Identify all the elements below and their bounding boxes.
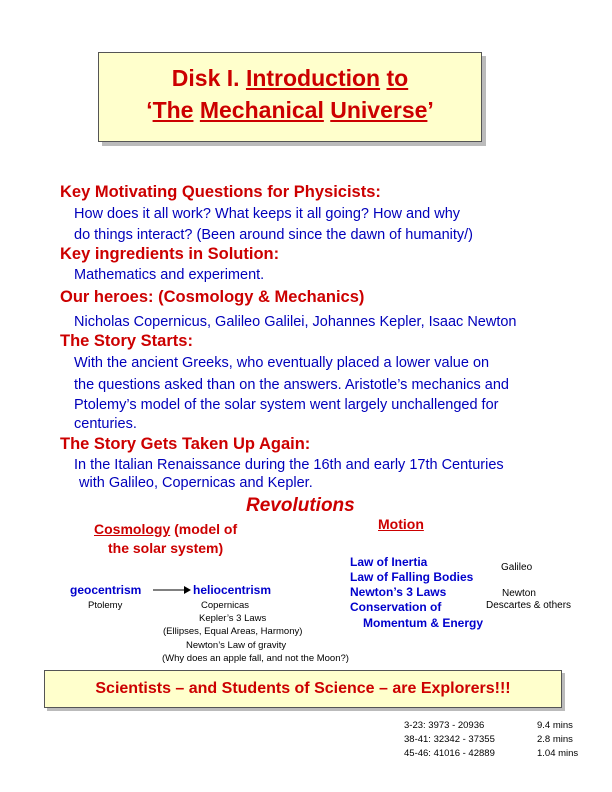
momentum-energy-label: Momentum & Energy (363, 616, 484, 630)
section-line: In the Italian Renaissance during the 16th and early 17th Centuries (74, 457, 504, 473)
title-prefix: Disk I. (171, 65, 246, 91)
title-universe: Universe (330, 97, 428, 123)
section-line: Mathematics and experiment. (74, 267, 265, 283)
timing-duration: 9.4 mins (537, 720, 573, 731)
section-line: the questions asked than on the answers. Aristotle’s mechanics and (74, 377, 509, 393)
section-heading-story-again: The Story Gets Taken Up Again: (60, 435, 311, 453)
cosmology-word: Cosmology (94, 521, 171, 537)
cosmology-label (94, 521, 237, 537)
timing-range: 3-23: 3973 - 20936 (404, 720, 485, 731)
geocentrism-label: geocentrism (70, 583, 142, 597)
section-line: Nicholas Copernicus, Galileo Galilei, Johannes Kepler, Isaac Newton (74, 314, 517, 330)
descartes-label: Descartes & others (486, 600, 572, 611)
revolutions-title: Revolutions (246, 495, 355, 516)
heliocentrism-label: heliocentrism (193, 583, 272, 597)
galileo-label: Galileo (501, 562, 533, 573)
title-line-1 (99, 65, 481, 92)
section-line: with Galileo, Copernicas and Kepler. (79, 475, 313, 491)
newton-label: Newton (502, 588, 536, 599)
section-line: With the ancient Greeks, who eventually placed a lower value on (74, 355, 490, 371)
section-line: Ptolemy’s model of the solar system went largely unchallenged for (74, 397, 499, 413)
keplers-laws-label: Kepler’s 3 Laws (199, 613, 267, 624)
cosmology-paren: (model of (170, 521, 238, 537)
motion-law-item: Conservation of (350, 600, 442, 614)
section-heading-story-starts: The Story Starts: (60, 332, 193, 350)
section-line: do things interact? (Been around since the dawn of humanity/) (74, 227, 473, 243)
motion-law-item: Newton’s 3 Laws (350, 585, 447, 599)
title-the: The (152, 97, 194, 123)
copernicas-label: Copernicas (201, 600, 250, 611)
title-close-quote: ’ (427, 97, 434, 123)
section-line: centuries. (74, 416, 137, 432)
apple-question-label: (Why does an apple fall, and not the Moon?) (162, 653, 349, 664)
newton-gravity-label: Newton’s Law of gravity (186, 640, 287, 651)
motion-law-item: Law of Falling Bodies (350, 570, 474, 584)
section-heading-ingredients: Key ingredients in Solution: (60, 245, 280, 263)
section-heading-questions: Key Motivating Questions for Physicists: (60, 183, 381, 201)
kepler-detail-label: (Ellipses, Equal Areas, Harmony) (163, 626, 303, 637)
timing-duration: 2.8 mins (537, 734, 573, 745)
timing-duration: 1.04 mins (537, 748, 579, 759)
title-mechanical: Mechanical (199, 97, 324, 123)
title-open-quote: ‘ (146, 97, 153, 123)
cosmology-line-2: the solar system) (108, 540, 224, 556)
timing-range: 45-46: 41016 - 42889 (404, 748, 495, 759)
right-arrow-icon (153, 585, 191, 595)
explorers-text: Scientists – and Students of Science – are Explorers!!! (95, 680, 511, 697)
title-introduction: Introduction (245, 65, 381, 91)
title-box (98, 52, 482, 142)
motion-law-item: Law of Inertia (350, 555, 428, 569)
title-to: to (386, 65, 409, 91)
section-line: How does it all work? What keeps it all going? How and why (74, 206, 461, 222)
motion-label: Motion (378, 516, 424, 532)
title-line-2 (99, 97, 481, 124)
section-heading-heroes: Our heroes: (Cosmology & Mechanics) (60, 288, 365, 306)
explorers-banner (44, 670, 562, 708)
ptolemy-label: Ptolemy (88, 600, 123, 611)
timing-range: 38-41: 32342 - 37355 (404, 734, 495, 745)
